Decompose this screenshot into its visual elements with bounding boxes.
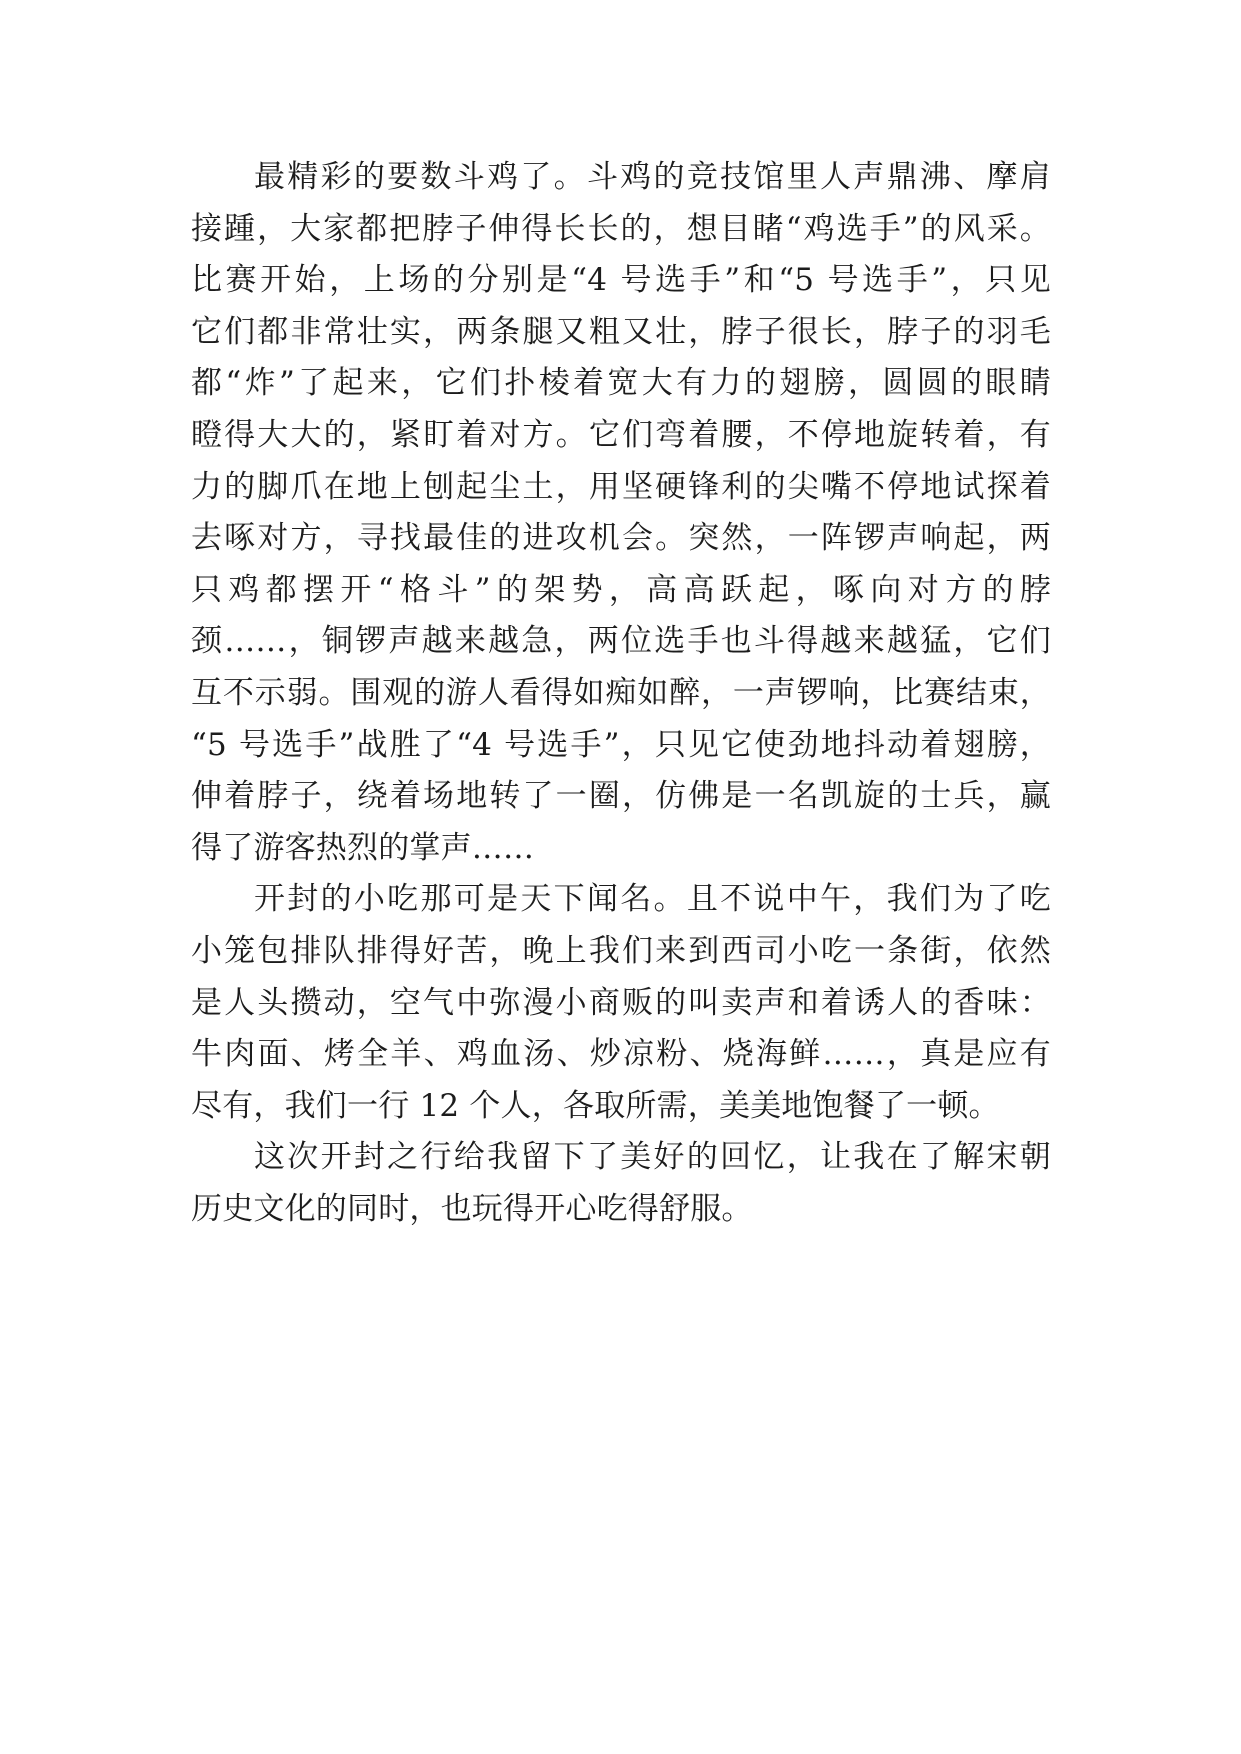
paragraph-3-line-2: 历史文化的同时，也玩得开心吃得舒服。: [191, 1190, 753, 1227]
paragraph-1-line-3: 比赛开始，上场的分别是“4 号选手”和“5 号选手”，只见: [191, 262, 1051, 299]
paragraph-1-line-2: 接踵，大家都把脖子伸得长长的，想目睹“鸡选手”的风采。: [191, 210, 1051, 247]
paragraph-1-line-1: 最精彩的要数斗鸡了。斗鸡的竞技馆里人声鼎沸、摩肩: [254, 159, 1051, 195]
paragraph-1-line-4: 它们都非常壮实，两条腿又粗又壮，脖子很长，脖子的羽毛: [191, 313, 1051, 350]
paragraph-2-line-4: 牛肉面、烤全羊、鸡血汤、炒凉粉、烧海鲜……，真是应有: [191, 1036, 1051, 1073]
paragraph-2-line-1: 开封的小吃那可是天下闻名。且不说中午，我们为了吃: [254, 881, 1051, 918]
paragraph-1-line-12: “5 号选手”战胜了“4 号选手”，只见它使劲地抖动着翅膀，: [191, 726, 1051, 763]
article-body: [191, 152, 1051, 1235]
paragraph-1-line-7: 力的脚爪在地上刨起尘土，用坚硬锋利的尖嘴不停地试探着: [191, 468, 1051, 505]
paragraph-2-line-3: 是人头攒动，空气中弥漫小商贩的叫卖声和着诱人的香味：: [191, 984, 1051, 1021]
paragraph-1-line-14: 得了游客热烈的掌声……: [191, 829, 535, 866]
paragraph-1-line-10: 颈……，铜锣声越来越急，两位选手也斗得越来越猛，它们: [191, 623, 1051, 660]
paragraph-1-line-8: 去啄对方，寻找最佳的进攻机会。突然，一阵锣声响起，两: [191, 520, 1051, 557]
paragraph-1-line-6: 瞪得大大的，紧盯着对方。它们弯着腰，不停地旋转着，有: [191, 416, 1051, 453]
paragraph-1-line-9: 只鸡都摆开“格斗”的架势，高高跃起，啄向对方的脖: [191, 571, 1051, 608]
paragraph-1-line-13: 伸着脖子，绕着场地转了一圈，仿佛是一名凯旋的士兵，赢: [191, 778, 1051, 815]
paragraph-2-line-2: 小笼包排队排得好苦，晚上我们来到西司小吃一条街，依然: [191, 932, 1051, 969]
paragraph-3-line-1: 这次开封之行给我留下了美好的回忆，让我在了解宋朝: [254, 1139, 1051, 1176]
paragraph-2-line-5: 尽有，我们一行 12 个人，各取所需，美美地饱餐了一顿。: [191, 1087, 1000, 1124]
paragraph-1-line-11: 互不示弱。围观的游人看得如痴如醉，一声锣响，比赛结束，: [191, 674, 1051, 711]
paragraph-1-line-5: 都“炸”了起来，它们扑棱着宽大有力的翅膀，圆圆的眼睛: [191, 365, 1051, 402]
